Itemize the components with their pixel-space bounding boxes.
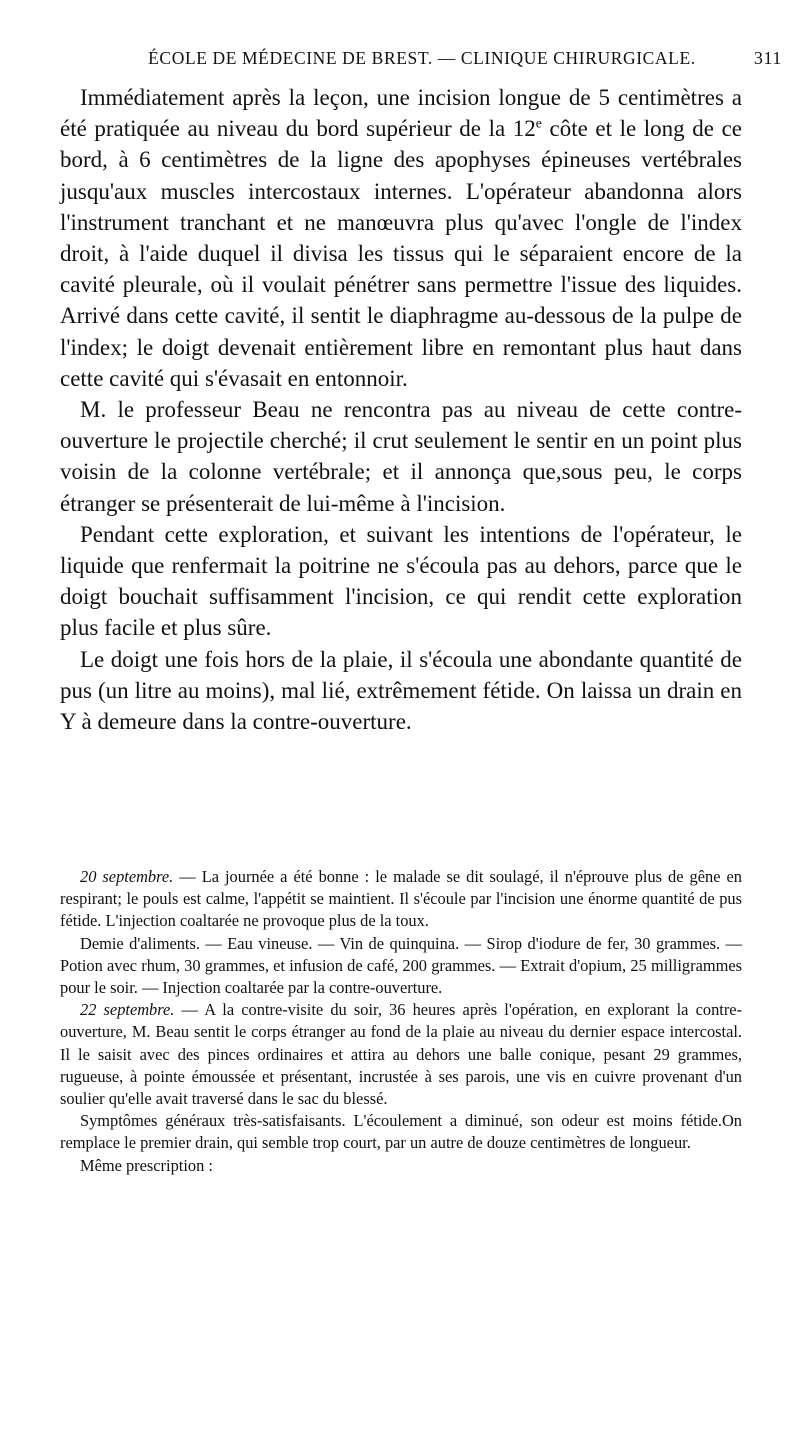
note-text: — A la contre-visite du soir, 36 heures après l'opération, en explorant la contre-ouverture, M. Beau sentit le corps étranger au fond de la plaie au niveau du dernier espace intercostal. Il le saisit avec des pinces ordinaires et attira au dehors une balle conique, pesant 29 grammes, rugueuse, à pointe émoussée et présentant, incrustée à ses parois, une vis en cuivre provenant d'un soulier qu'elle avait traversé dans le sac du blessé. [60,1000,743,1109]
note-22-septembre [60,999,742,1110]
page-number: 311 [753,48,782,68]
superscript-e: e [535,115,542,131]
paragraph-exploration: Pendant cette exploration, et suivant les intentions de l'opérateur, le liquide que renfermait la poitrine ne s'écoula pas au dehors, parce que le doigt bouchait suffisamment l'incision, ce qui rendit cette exploration plus facile et plus sûre. [60,521,742,641]
running-header [60,48,782,78]
paragraph-incision-start: Immédiatement après la leçon, une incision longue de 5 centimètres a été pratiquée au niveau du bord supérieur de la 12 [60,85,742,142]
note-date: 20 septembre. [80,867,174,886]
paragraph-pus: Le doigt une fois hors de la plaie, il s'écoula une abondante quantité de pus (un litre au moins), mal lié, extrêmement fétide. On laissa un drain en Y à demeure dans la contre-ouverture. [60,646,742,735]
note-symptomes: Symptômes généraux très-satisfaisants. L'écoulement a diminué, son odeur est moins fétide.On remplace le premier drain, qui semble trop court, par un autre de douze centimètres de longueur. [60,1111,742,1153]
paragraph-incision-end: côte et le long de ce bord, à 6 centimètres de la ligne des apophyses épineuses vertébrales jusqu'aux muscles intercostaux internes. L'opérateur abandonna alors l'instrument tranchant et ne manœuvra plus qu'avec l'ongle de l'index droit, à l'aide duquel il divisa les tissus qui le séparaient encore de la cavité pleurale, où il voulait pénétrer sans permettre l'issue des liquides. Arrivé dans cette cavité, il sentit le diaphragme au-dessous de la pulpe de l'index; le doigt devenait entièrement libre en remontant plus haut dans cette cavité qui s'évasait en entonnoir. [60,116,742,391]
note-prescription: Demie d'aliments. — Eau vineuse. — Vin de quinquina. — Sirop d'iodure de fer, 30 grammes. — Potion avec rhum, 30 grammes, et infusion de café, 200 grammes. — Extrait d'opium, 25 milligrammes pour le soir. — Injection coaltarée par la contre-ouverture. [60,933,742,998]
note-date: 22 septembre. [80,1000,175,1020]
paragraph-incision [60,82,742,394]
running-title: ÉCOLE DE MÉDECINE DE BREST. — CLINIQUE CHIRURGICALE. [148,48,696,68]
case-notes [60,866,742,1177]
paragraph-beau: M. le professeur Beau ne rencontra pas au niveau de cette contre-ouverture le projectile cherché; il crut seulement le sentir en un point plus voisin de la colonne vertébrale; et il annonça que,sous peu, le corps étranger se présenterait de lui-même à l'incision. [60,397,742,516]
note-meme-prescription: Même prescription : [80,1155,213,1175]
note-text: — La journée a été bonne : le malade se dit soulagé, il n'éprouve plus de gêne en respirant; le pouls est calme, l'appétit se maintient. Il s'écoule par l'incision une énorme quantité de pus fétide. L'injection coaltarée ne provoque plus de la toux. [60,867,742,931]
note-20-septembre [60,866,742,933]
main-text [60,82,742,737]
